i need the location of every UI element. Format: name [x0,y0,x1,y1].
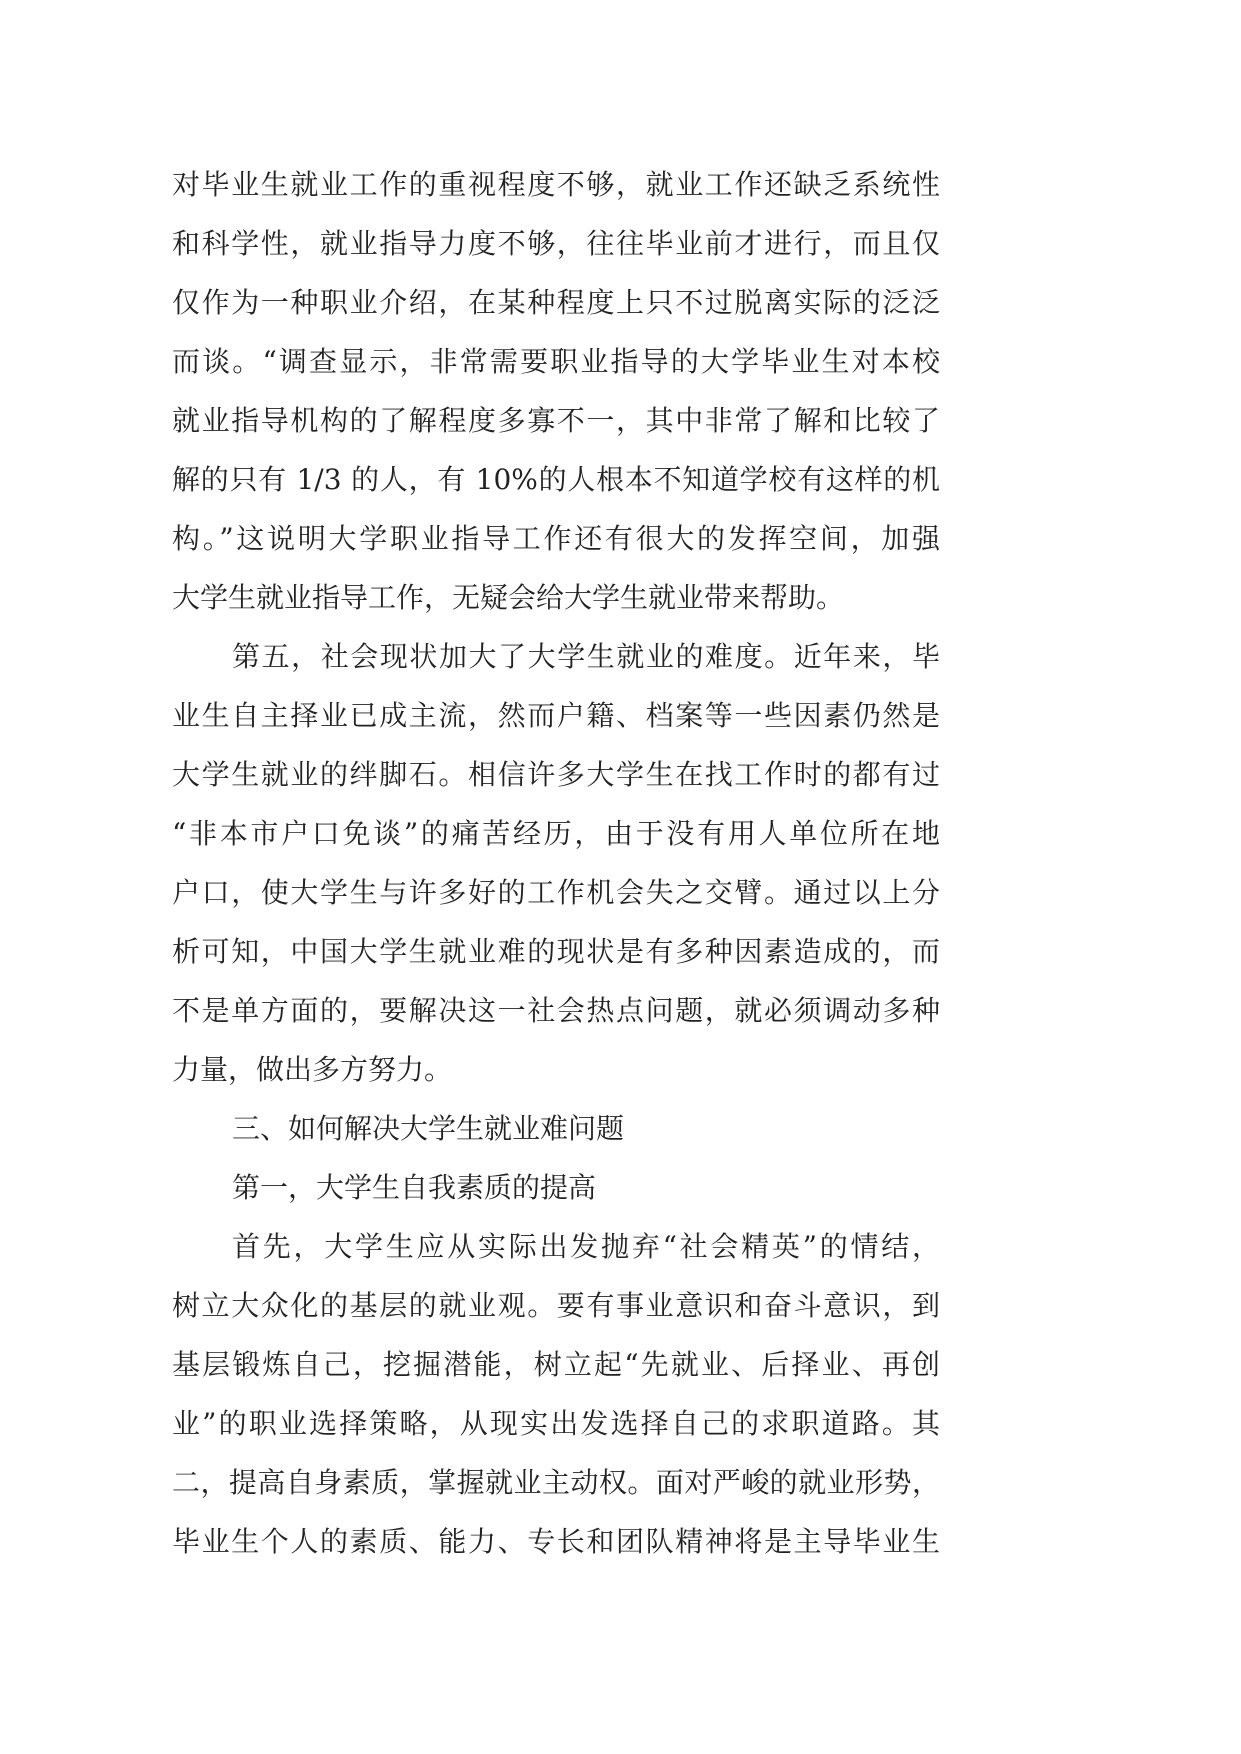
text-line: 解的只有 1/3 的人，有 10%的人根本不知道学校有这样的机 [172,463,940,496]
text-line: 第五，社会现状加大了大学生就业的难度。近年来，毕 [232,640,940,673]
text-line: 基层锻炼自己，挖掘潜能，树立起“先就业、后择业、再创 [172,1348,940,1381]
text-line: 二，提高自身素质，掌握就业主动权。面对严峻的就业形势， [172,1466,940,1499]
text-line: 力量，做出多方努力。 [172,1053,453,1086]
paragraph-1 [172,155,940,627]
section-heading-text: 三、如何解决大学生就业难问题 [232,1112,625,1145]
text-line: 不是单方面的，要解决这一社会热点问题，就必须调动多种 [172,994,940,1027]
text-line: 构。”这说明大学职业指导工作还有很大的发挥空间，加强 [172,522,940,555]
text-line: 首先，大学生应从实际出发抛弃“社会精英”的情结， [232,1230,940,1263]
text-line: 业”的职业选择策略，从现实出发选择自己的求职道路。其 [172,1407,940,1440]
text-line: “非本市户口免谈”的痛苦经历，由于没有用人单位所在地 [172,817,940,850]
document-body [172,155,940,1571]
text-line: 而谈。“调查显示，非常需要职业指导的大学毕业生对本校 [172,345,940,378]
text-line: 毕业生个人的素质、能力、专长和团队精神将是主导毕业生 [172,1525,940,1558]
text-line: 析可知，中国大学生就业难的现状是有多种因素造成的，而 [172,935,940,968]
subsection-heading-text: 第一，大学生自我素质的提高 [232,1171,597,1204]
text-line: 业生自主择业已成主流，然而户籍、档案等一些因素仍然是 [172,699,940,732]
text-line: 仅作为一种职业介绍，在某种程度上只不过脱离实际的泛泛 [172,286,940,319]
text-line: 户口，使大学生与许多好的工作机会失之交臂。通过以上分 [172,876,940,909]
paragraph-3 [172,1217,940,1571]
text-line: 大学生就业的绊脚石。相信许多大学生在找工作时的都有过 [172,758,940,791]
text-line: 树立大众化的基层的就业观。要有事业意识和奋斗意识，到 [172,1289,940,1322]
text-line: 对毕业生就业工作的重视程度不够，就业工作还缺乏系统性 [172,168,940,201]
text-line: 和科学性，就业指导力度不够，往往毕业前才进行，而且仅 [172,227,940,260]
text-line: 就业指导机构的了解程度多寡不一，其中非常了解和比较了 [172,404,940,437]
text-line: 大学生就业指导工作，无疑会给大学生就业带来帮助。 [172,581,845,614]
paragraph-2 [172,627,940,1099]
subsection-heading [172,1158,940,1217]
section-heading [172,1099,940,1158]
